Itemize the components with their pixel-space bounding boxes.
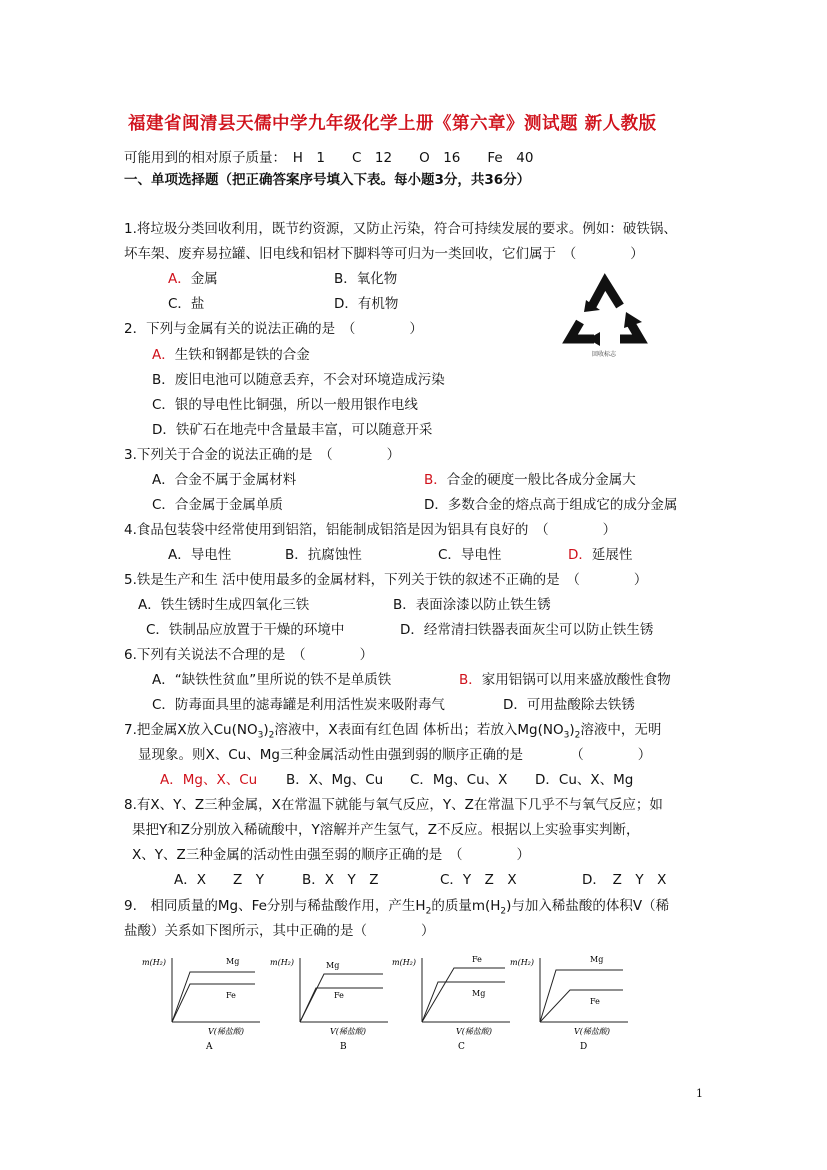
graph-a-ylabel: m(H₂) (142, 958, 167, 967)
q9-sub-1: 2 (425, 906, 432, 917)
graph-b-letter: B (340, 1042, 347, 1052)
q8-option-a: A．X Z Y (174, 872, 264, 888)
q3-option-b (424, 468, 636, 488)
q7-text-i: 溶液中，无明 (580, 722, 662, 738)
q7-sub-4: 2 (574, 730, 581, 741)
q6-option-d: D．可用盐酸除去铁锈 (503, 697, 635, 713)
q2-stem: 2．下列与金属有关的说法正确的是 （ ） (124, 321, 423, 337)
q2-option-a (152, 343, 310, 363)
graph-b (270, 958, 388, 1052)
graph-a-upper-label: Mg (226, 957, 240, 966)
graph-c (392, 955, 510, 1052)
q7-text-c: ) (263, 722, 269, 738)
section-heading: 一、单项选择题（把正确答案序号填入下表。每小题3分，共36分） (124, 172, 531, 188)
page-title: 福建省闽清县天儒中学九年级化学上册《第六章》测试题 新人教版 (128, 114, 657, 134)
q1-option-a-text: 金属 (190, 271, 218, 287)
q7-option-c: C．Mg、Cu、X (410, 772, 508, 788)
q2-option-a-text: 生铁和钢都是铁的合金 (174, 347, 310, 363)
graph-d-ylabel: m(H₂) (510, 958, 535, 967)
q4-option-d (568, 543, 632, 563)
graph-c-letter: C (458, 1042, 465, 1052)
q8-stem-2: 果把Y和Z分别放入稀硫酸中，Y溶解并产生氢气，Z不反应。根据以上实验事实判断， (132, 822, 640, 838)
q2-option-b: B．废旧电池可以随意丢弃，不会对环境造成污染 (152, 372, 445, 388)
q8-stem-1: 8.有X、Y、Z三种金属，X在常温下就能与氧气反应，Y、Z在常温下几乎不与氧气反应；如 (124, 797, 663, 813)
q7-option-a: A．Mg、X、Cu (160, 772, 258, 788)
q6-option-b (459, 668, 671, 688)
q7-sub-2: 2 (268, 730, 275, 741)
q6-option-b-text: 家用铝锅可以用来盛放酸性食物 (481, 672, 671, 688)
q8-stem-3: X、Y、Z三种金属的活动性由强至弱的顺序正确的是 （ ） (132, 847, 530, 863)
q4-option-d-text: 延展性 (591, 547, 633, 563)
q9-text-e: )与加入稀盐酸的体积V（稀 (506, 898, 670, 914)
q5-option-b: B．表面涂漆以防止铁生锈 (393, 597, 551, 613)
graph-c-lower-label: Mg (472, 989, 486, 998)
graph-d-xlabel: V(稀盐酸) (574, 1027, 611, 1036)
q7-text-g: ) (569, 722, 575, 738)
q1-option-b: B．氧化物 (334, 271, 398, 287)
q9-stem-2: 盐酸）关系如下图所示，其中正确的是（ ） (124, 923, 435, 939)
q7-text-e: 溶液中，X表面有红色固 体析出；若放入Mg(NO (274, 722, 564, 738)
q2-option-a-letter: A． (152, 347, 175, 363)
q7-option-d: D．Cu、X、Mg (535, 772, 634, 788)
q2-option-c: C．银的导电性比铜强，所以一般用银作电线 (152, 397, 418, 413)
q5-option-a: A．铁生锈时生成四氧化三铁 (138, 597, 310, 613)
q7-sub-1: 3 (257, 730, 264, 741)
q4-option-a: A．导电性 (168, 547, 232, 563)
graph-a-xlabel: V(稀盐酸) (208, 1027, 245, 1036)
q8-option-d: D． Z Y X (582, 872, 667, 888)
q8-option-b: B．X Y Z (302, 872, 379, 888)
graph-b-ylabel: m(H₂) (270, 958, 295, 967)
q1-stem-2: 坏车架、废弃易拉罐、旧电线和铝材下脚料等可归为一类回收，它们属于 （ ） (124, 246, 644, 262)
q5-stem: 5.铁是生产和生 活中使用最多的金属材料，下列关于铁的叙述不正确的是 （ ） (124, 572, 648, 588)
q7-stem-1 (124, 718, 661, 741)
graph-a-lower-line (172, 984, 255, 1022)
graph-b-upper-label: Mg (326, 961, 340, 970)
q7-sub-3: 3 (563, 730, 570, 741)
q6-option-b-letter: B． (459, 672, 482, 688)
q3-stem: 3.下列关于合金的说法正确的是 （ ） (124, 447, 401, 463)
q9-sub-2: 2 (500, 906, 507, 917)
q8-option-c: C．Y Z X (440, 872, 517, 888)
graph-d-upper-line (540, 970, 623, 1022)
q3-option-a: A．合金不属于金属材料 (152, 472, 297, 488)
q6-option-a: A．“缺铁性贫血”里所说的铁不是单质铁 (152, 672, 392, 688)
graph-a (142, 957, 260, 1052)
q9-stem-1 (124, 894, 669, 917)
q7-stem-2: 显现象。则X、Cu、Mg三种金属活动性由强到弱的顺序正确的是 （ ） (138, 747, 652, 763)
recycle-caption: 回收标志 (591, 351, 617, 358)
q7-option-b: B．X、Mg、Cu (286, 772, 384, 788)
graph-c-xlabel: V(稀盐酸) (456, 1027, 493, 1036)
q4-stem: 4.食品包装袋中经常使用到铝箔，铝能制成铝箔是因为铝具有良好的 （ ） (124, 522, 617, 538)
graph-c-upper-line (422, 968, 505, 1022)
graph-d (510, 955, 628, 1052)
graph-a-lower-label: Fe (226, 991, 236, 1000)
q7-text-a: 7.把金属X放入Cu(NO (124, 722, 258, 738)
q5-option-d: D．经常清扫铁器表面灰尘可以防止铁生锈 (400, 622, 654, 638)
graph-d-upper-label: Mg (590, 955, 604, 964)
q3-option-b-text: 合金的硬度一般比各成分金属大 (446, 472, 636, 488)
graph-b-xlabel: V(稀盐酸) (330, 1027, 367, 1036)
q6-option-c: C．防毒面具里的滤毒罐是利用活性炭来吸附毒气 (152, 697, 445, 713)
q4-option-c: C．导电性 (438, 547, 502, 563)
q1-option-a (168, 267, 218, 287)
graph-d-lower-line (540, 990, 623, 1022)
q3-option-b-letter: B． (424, 472, 447, 488)
atomic-masses: 可能用到的相对原子质量： H 1 C 12 O 16 Fe 40 (124, 150, 534, 166)
q9-graphs (140, 948, 640, 1053)
q6-stem: 6.下列有关说法不合理的是 （ ） (124, 647, 374, 663)
q2-option-d: D．铁矿石在地壳中含量最丰富，可以随意开采 (152, 422, 433, 438)
graph-c-upper-label: Fe (472, 955, 482, 964)
recycle-icon (560, 266, 650, 358)
q9-text-c: 的质量m(H (431, 898, 501, 914)
q1-option-a-letter: A． (168, 271, 191, 287)
graph-d-letter: D (580, 1042, 588, 1052)
q4-option-d-letter: D． (568, 547, 592, 563)
graph-c-lower-line (422, 982, 505, 1022)
q5-option-c: C．铁制品应放置于干燥的环境中 (146, 622, 345, 638)
q1-stem-1: 1.将垃圾分类回收利用，既节约资源，又防止污染，符合可持续发展的要求。例如：破铁锅、 (124, 221, 677, 237)
q1-option-d: D．有机物 (334, 296, 399, 312)
q1-option-c: C．盐 (168, 296, 205, 312)
graph-a-letter: A (206, 1042, 213, 1052)
graph-d-lower-label: Fe (590, 997, 600, 1006)
q4-option-b: B．抗腐蚀性 (285, 547, 362, 563)
q3-option-d: D．多数合金的熔点高于组成它的成分金属 (424, 497, 678, 513)
graph-a-upper-line (172, 972, 255, 1022)
page-number: 1 (696, 1087, 703, 1100)
graph-b-lower-label: Fe (334, 991, 344, 1000)
q3-option-c: C．合金属于金属单质 (152, 497, 283, 513)
q9-text-a: 9. 相同质量的Mg、Fe分别与稀盐酸作用，产生H (124, 898, 426, 914)
graph-c-ylabel: m(H₂) (392, 958, 417, 967)
